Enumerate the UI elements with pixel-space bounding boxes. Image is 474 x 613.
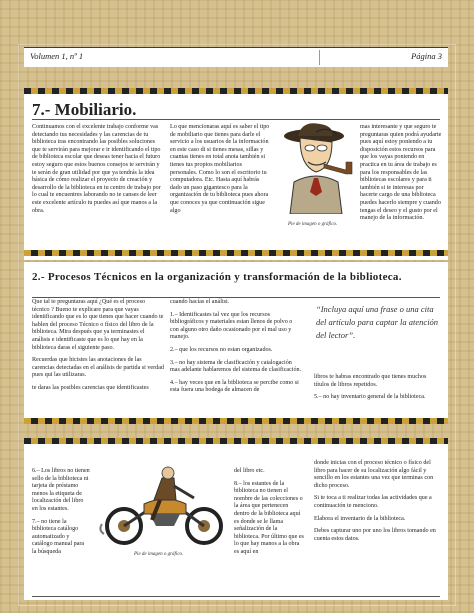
section-title: 2.- Procesos Técnicos en la organización y transformación de la biblioteca. <box>32 271 402 283</box>
paragraph: Si te toca a ti realizar todas las actividades que a continuación te menciono. <box>314 495 432 509</box>
motorcycle-rider-illustration <box>94 464 234 548</box>
header-divider <box>319 50 320 65</box>
volume-label: Volumen 1, nº 1 <box>30 51 84 61</box>
paragraph: mas interesante y que seguro te preguntaras quien podrá ayudarte pues aquí estoy poniendo a tu disposición estos recursos para que los vayas poniendo en practica en tu área de trabajo es para los responsables de las bibliotecas escolares y para ti también si te interesas por hacerte cargo de una biblioteca puedes hacerlo siempre y cuando tengas el deseo y el gusto por el manejo de la información. <box>360 124 442 222</box>
section-continuation <box>24 438 448 600</box>
paragraph: 5.– no hay inventario general de la biblioteca. <box>314 394 426 401</box>
column-3 <box>314 460 442 548</box>
section-title: 7.- Mobiliario. <box>32 100 137 119</box>
paragraph: Continuamos con el excelente trabajo conforme vas detectando tus necesidades y las carencias de tu biblioteca iras encontrando las posibles soluciones que te servirán para mejorar e ir identificando el tipo de biblioteca escolar que deseas tener hacia el futuro estoy seguro que estos buenos consejos te servirán y te serán de gran utilidad por que ya tendrás la idea básica de cómo realizar el proyecto de creación y desarrollo de la biblioteca en tu centro de trabajo por lo cual te encuentres laborando no te canses de leer este excelente artículo tu puedes así que manos a la obra. <box>32 124 161 214</box>
checker-border-bottom <box>24 250 448 256</box>
paragraph: 1.– Identificastes tal vez que los recursos bibliográficos y materiales estan llenos de polvo o con alguno otro daño ocasionado por el mal uso y manejo. <box>170 311 293 341</box>
checker-border-top <box>24 88 448 94</box>
section-mobiliario <box>24 88 448 260</box>
section-procesos-tecnicos <box>24 262 448 424</box>
column-1 <box>32 468 90 562</box>
paragraph: Debes capturar uno por uno los libros tomando en cuenta estos datos. <box>314 528 436 542</box>
pull-quote: “Incluya aquí una frase o una cita del artículo para captar la atención del lector”. <box>316 304 439 340</box>
title-rule <box>32 297 440 298</box>
page-number: Página 3 <box>411 51 442 61</box>
paragraph: 8.– los estantes de la biblioteca no tienen el nombre de las colecciones o la área que pertenecen dentro de la biblioteca aquí es donde se le llama señalización de la biblioteca. Por último que es lo que hay manos a la obra es aquí en <box>234 480 304 555</box>
column-1 <box>32 124 162 220</box>
paragraph: te daras las posibles carencias que identificastes <box>32 384 149 391</box>
paragraph: del libro etc. <box>234 468 265 474</box>
paragraph: Lo que mencionaras aquí es saber el tipo de mobiliario que tienes para darle el servicio a los usuarios de la información en este caso di si tienes mesas, sillas y cuantas tienes en total anota también si tienes tus propios mobiliarios personales. Como lo son el escritorio tu computadora. Etc. Hasta aquí habrás dado un paso gigantesco para la organización de tu biblioteca pues ahora que conoces ya que continuación sigue algo <box>170 124 270 214</box>
paragraph: Recuerdas que hicistes las anotaciones de las carencias detectadas en el análisis de partida si verdad pues qui las utilizaras. <box>32 357 164 379</box>
page-header <box>24 47 448 67</box>
paragraph: 7.– no tiene la biblioteca catálogo automatizado y catálogo manual para la búsqueda <box>32 518 85 555</box>
paragraph: cuando hacías el análisi. <box>170 299 230 305</box>
title-rule <box>32 119 440 120</box>
bottom-rule <box>32 596 440 597</box>
paragraph: Elabora el inventario de la biblioteca. <box>314 515 406 522</box>
man-with-pipe-illustration <box>276 122 358 214</box>
column-2 <box>170 299 302 400</box>
image-caption: Pie de imagen o gráfico. <box>288 222 338 227</box>
paragraph: 3.– no hay sistema de clasificación y catalogación mas adelante hablaremos del sistema de clasificación. <box>170 359 302 374</box>
column-1 <box>32 299 164 398</box>
column-3 <box>314 374 442 407</box>
checker-border-bottom <box>24 418 448 424</box>
column-3 <box>360 124 442 228</box>
column-2 <box>234 468 304 562</box>
paragraph: 6.– Los libros no tienen sello de la biblioteca ni tarjeta de préstamo menos la etiqueta de localización del libro en los estantes. <box>32 468 90 512</box>
column-2 <box>170 124 270 220</box>
paragraph: donde inicias con el proceso técnico o físico del libro para hacer de su localización algo fácil y sencillo en los estantes una vez que terminas con dicho proceso. <box>314 460 434 489</box>
checker-border-top <box>24 438 448 444</box>
image-caption: Pie de imagen o gráfico. <box>134 552 184 557</box>
paragraph: libros te habras encontrado que tienes muchos títulos de libros repetidos. <box>314 374 427 388</box>
paragraph: 2.– que los recursos no estan organizados. <box>170 346 273 353</box>
paragraph: Que tal te preguntaras aquí ¿Qué es el proceso técnico ? Bueno te explicare para que vayas identificando que es lo que tienes que hacer cuando te hablen del proceso Técnico o físico del libro de la biblioteca. Mira después que ya terminastes el análisis e identificaste que es lo que hay en la biblioteca daras el siguiente paso. <box>32 299 164 351</box>
paragraph: 4.– hay veces que en la biblioteca se percibe como si esta fuera una bodega de almacen de <box>170 379 299 394</box>
